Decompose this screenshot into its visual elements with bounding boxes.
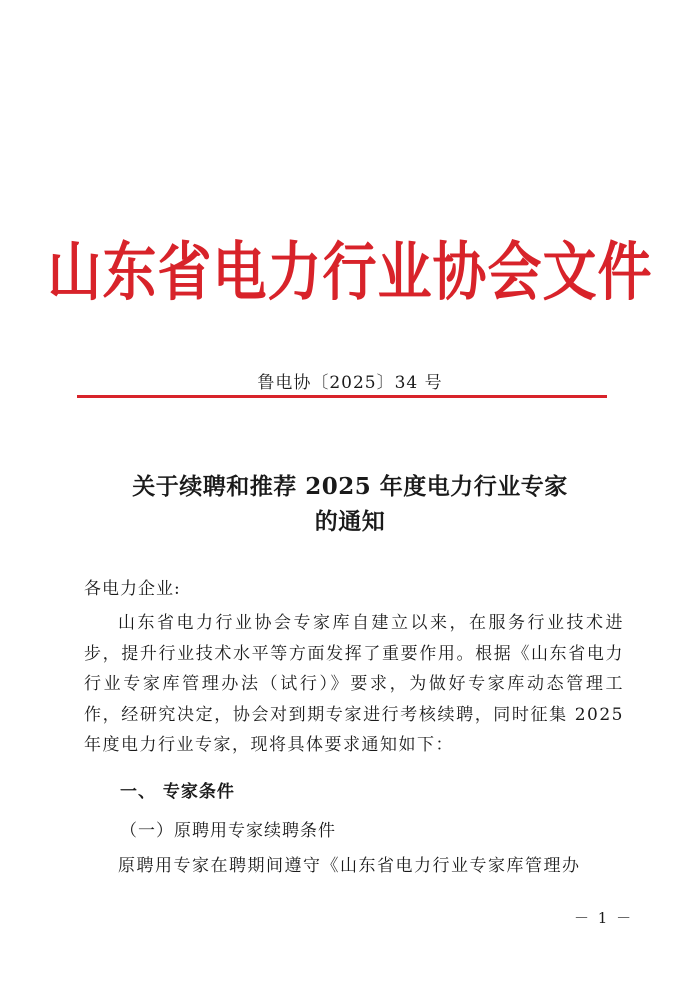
page-number: － 1 － bbox=[574, 909, 634, 927]
notice-title-line-2: 的通知 bbox=[314, 508, 386, 535]
issuer-red-header: 山东省电力行业协会文件 bbox=[47, 234, 653, 310]
document-number: 鲁电协〔2025〕34 号 bbox=[257, 373, 443, 393]
body-text-continuation: 原聘用专家在聘期间遵守《山东省电力行业专家库管理办 bbox=[118, 856, 581, 876]
body-paragraph: 山东省电力行业协会专家库自建立以来，在服务行业技术进步，提升行业技术水平等方面发挥了重要作用。根据《山东省电力行业专家库管理办法（试行）》要求，为做好专家库动态管理工作，经研究决定，协会对到期专家进行考核续聘，同时征集 2025 年度电力行业专家，现将具体要求通知如下： bbox=[84, 613, 624, 755]
subsection-heading-renewal-conditions: （一）原聘用专家续聘条件 bbox=[120, 821, 336, 841]
notice-title-line-1: 关于续聘和推荐 2025 年度电力行业专家 bbox=[132, 473, 568, 500]
red-divider-line bbox=[77, 395, 607, 398]
salutation: 各电力企业: bbox=[84, 579, 181, 599]
section-heading-expert-conditions: 一、 专家条件 bbox=[120, 782, 235, 802]
